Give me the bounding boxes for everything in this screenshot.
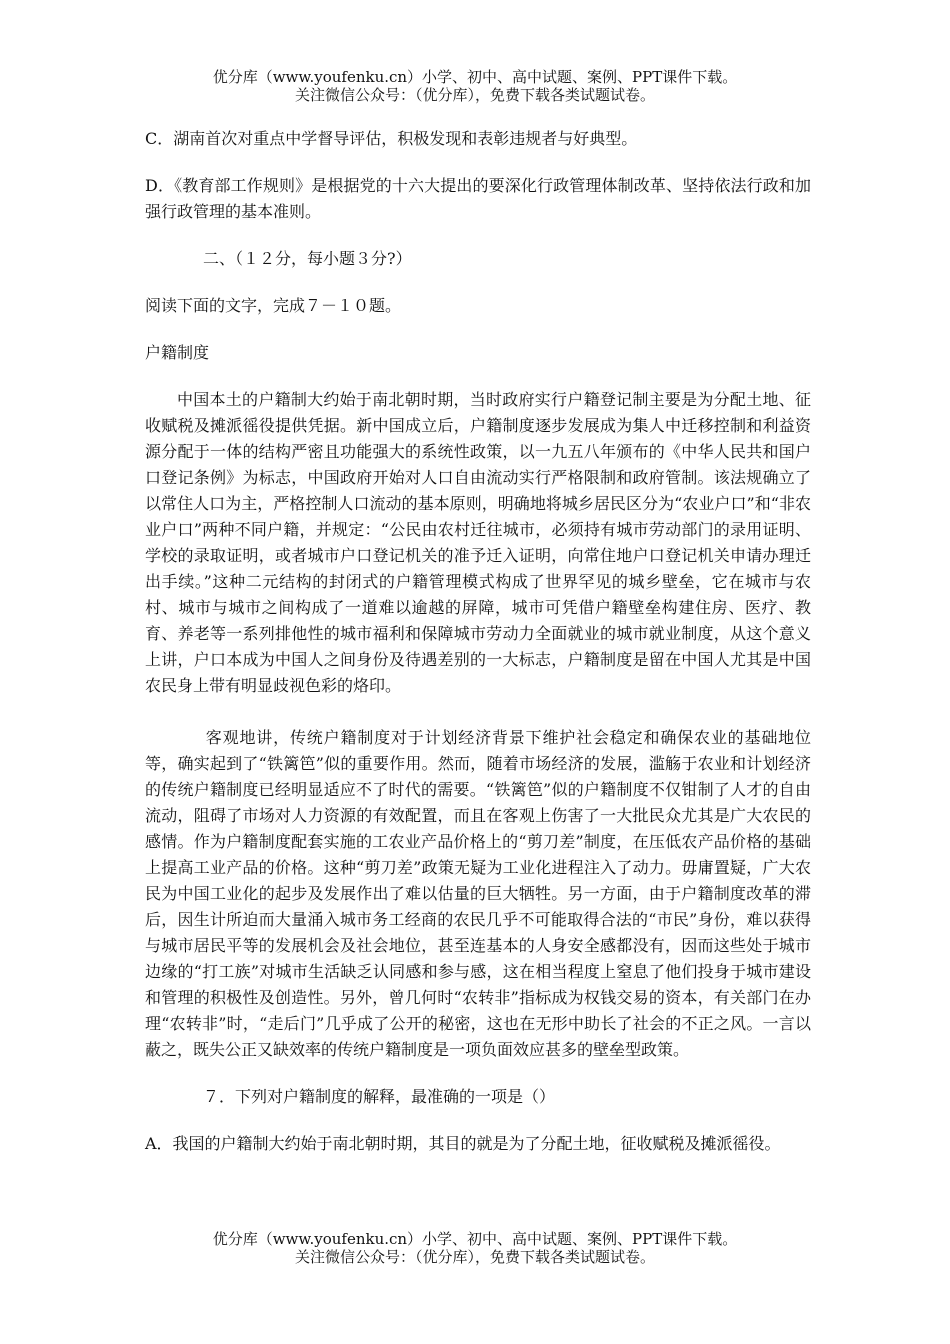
article-paragraph-1: 中国本土的户籍制大约始于南北朝时期，当时政府实行户籍登记制主要是为分配土地、征收赋税及摊派徭役提供凭据。新中国成立后，户籍制度逐步发展成为集人中迁移控制和利益资源分配于一体的结构严密且功能强大的系统性政策，以一九五八年颁布的《中华人民共和国户口登记条例》为标志，中国政府开始对人口自由流动实行严格限制和政府管制。该法规确立了以常住人口为主，严格控制人口流动的基本原则，明确地将城乡居民区分为“农业户口”和“非农业户口”两种不同户籍，并规定：“公民由农村迁往城市，必须持有城市劳动部门的录用证明、学校的录取证明，或者城市户口登记机关的准予迁入证明，向常住地户口登记机关申请办理迁出手续。”这种二元结构的封闭式的户籍管理模式构成了世界罕见的城乡壁垒，它在城市与农村、城市与城市之间构成了一道难以逾越的屏障，城市可凭借户籍壁垒构建住房、医疗、教育、养老等一系列排他性的城市福利和保障城市劳动力全面就业的城市就业制度，从这个意义上讲，户口本成为中国人之间身份及待遇差别的一大标志，户籍制度是留在中国人尤其是中国农民身上带有明显歧视色彩的烙印。 [145,390,811,695]
question-7-option-a: A．我国的户籍制大约始于南北朝时期，其目的就是为了分配土地，征收赋税及摊派徭役。 [145,1134,781,1153]
header-line-2: 关注微信公众号：（优分库），免费下载各类试题试卷。 [294,86,655,104]
footer-line-1: 优分库（www.youfenku.cn）小学、初中、高中试题、案例、PPT课件下载。 [212,1230,738,1248]
question-7: ７．下列对户籍制度的解释，最准确的一项是（） [203,1087,556,1106]
article-title: 户籍制度 [145,343,210,362]
page-header [0,68,950,104]
header-line-1: 优分库（www.youfenku.cn）小学、初中、高中试题、案例、PPT课件下载。 [212,68,738,86]
document-body [145,126,811,1157]
option-c: C．湖南首次对重点中学督导评估，积极发现和表彰违规者与好典型。 [145,129,638,148]
section-heading: 二、（１２分，每小题３分?） [203,249,412,268]
page-footer [0,1230,950,1266]
reading-instruction: 阅读下面的文字，完成７－１０题。 [145,296,402,315]
option-d: D．《教育部工作规则》是根据党的十六大提出的要深化行政管理体制改革、坚持依法行政和加强行政管理的基本准则。 [145,176,811,221]
article-paragraph-2: 客观地讲，传统户籍制度对于计划经济背景下维护社会稳定和确保农业的基础地位等，确实起到了“铁篱笆”似的重要作用。然而，随着市场经济的发展，滥觞于农业和计划经济的传统户籍制度已经明显适应不了时代的需要。“铁篱笆”似的户籍制度不仅钳制了人才的自由流动，阻碍了市场对人力资源的有效配置，而且在客观上伤害了一大批民众尤其是广大农民的感情。作为户籍制度配套实施的工农业产品价格上的“剪刀差”制度，在压低农产品价格的基础上提高工业产品的价格。这种“剪刀差”政策无疑为工业化进程注入了动力。毋庸置疑，广大农民为中国工业化的起步及发展作出了难以估量的巨大牺牲。另一方面，由于户籍制度改革的滞后，因生计所迫而大量涌入城市务工经商的农民几乎不可能取得合法的“市民”身份，难以获得与城市居民平等的发展机会及社会地位，甚至连基本的人身安全感都没有，因而这些处于城市边缘的“打工族”对城市生活缺乏认同感和参与感，这在相当程度上窒息了他们投身于城市建设和管理的积极性及创造性。另外，曾几何时“农转非”指标成为权钱交易的资本，有关部门在办理“农转非”时，“走后门”几乎成了公开的秘密，这也在无形中助长了社会的不正之风。一言以蔽之，既失公正又缺效率的传统户籍制度是一项负面效应甚多的壁垒型政策。 [145,728,811,1059]
footer-line-2: 关注微信公众号：（优分库），免费下载各类试题试卷。 [294,1248,655,1266]
